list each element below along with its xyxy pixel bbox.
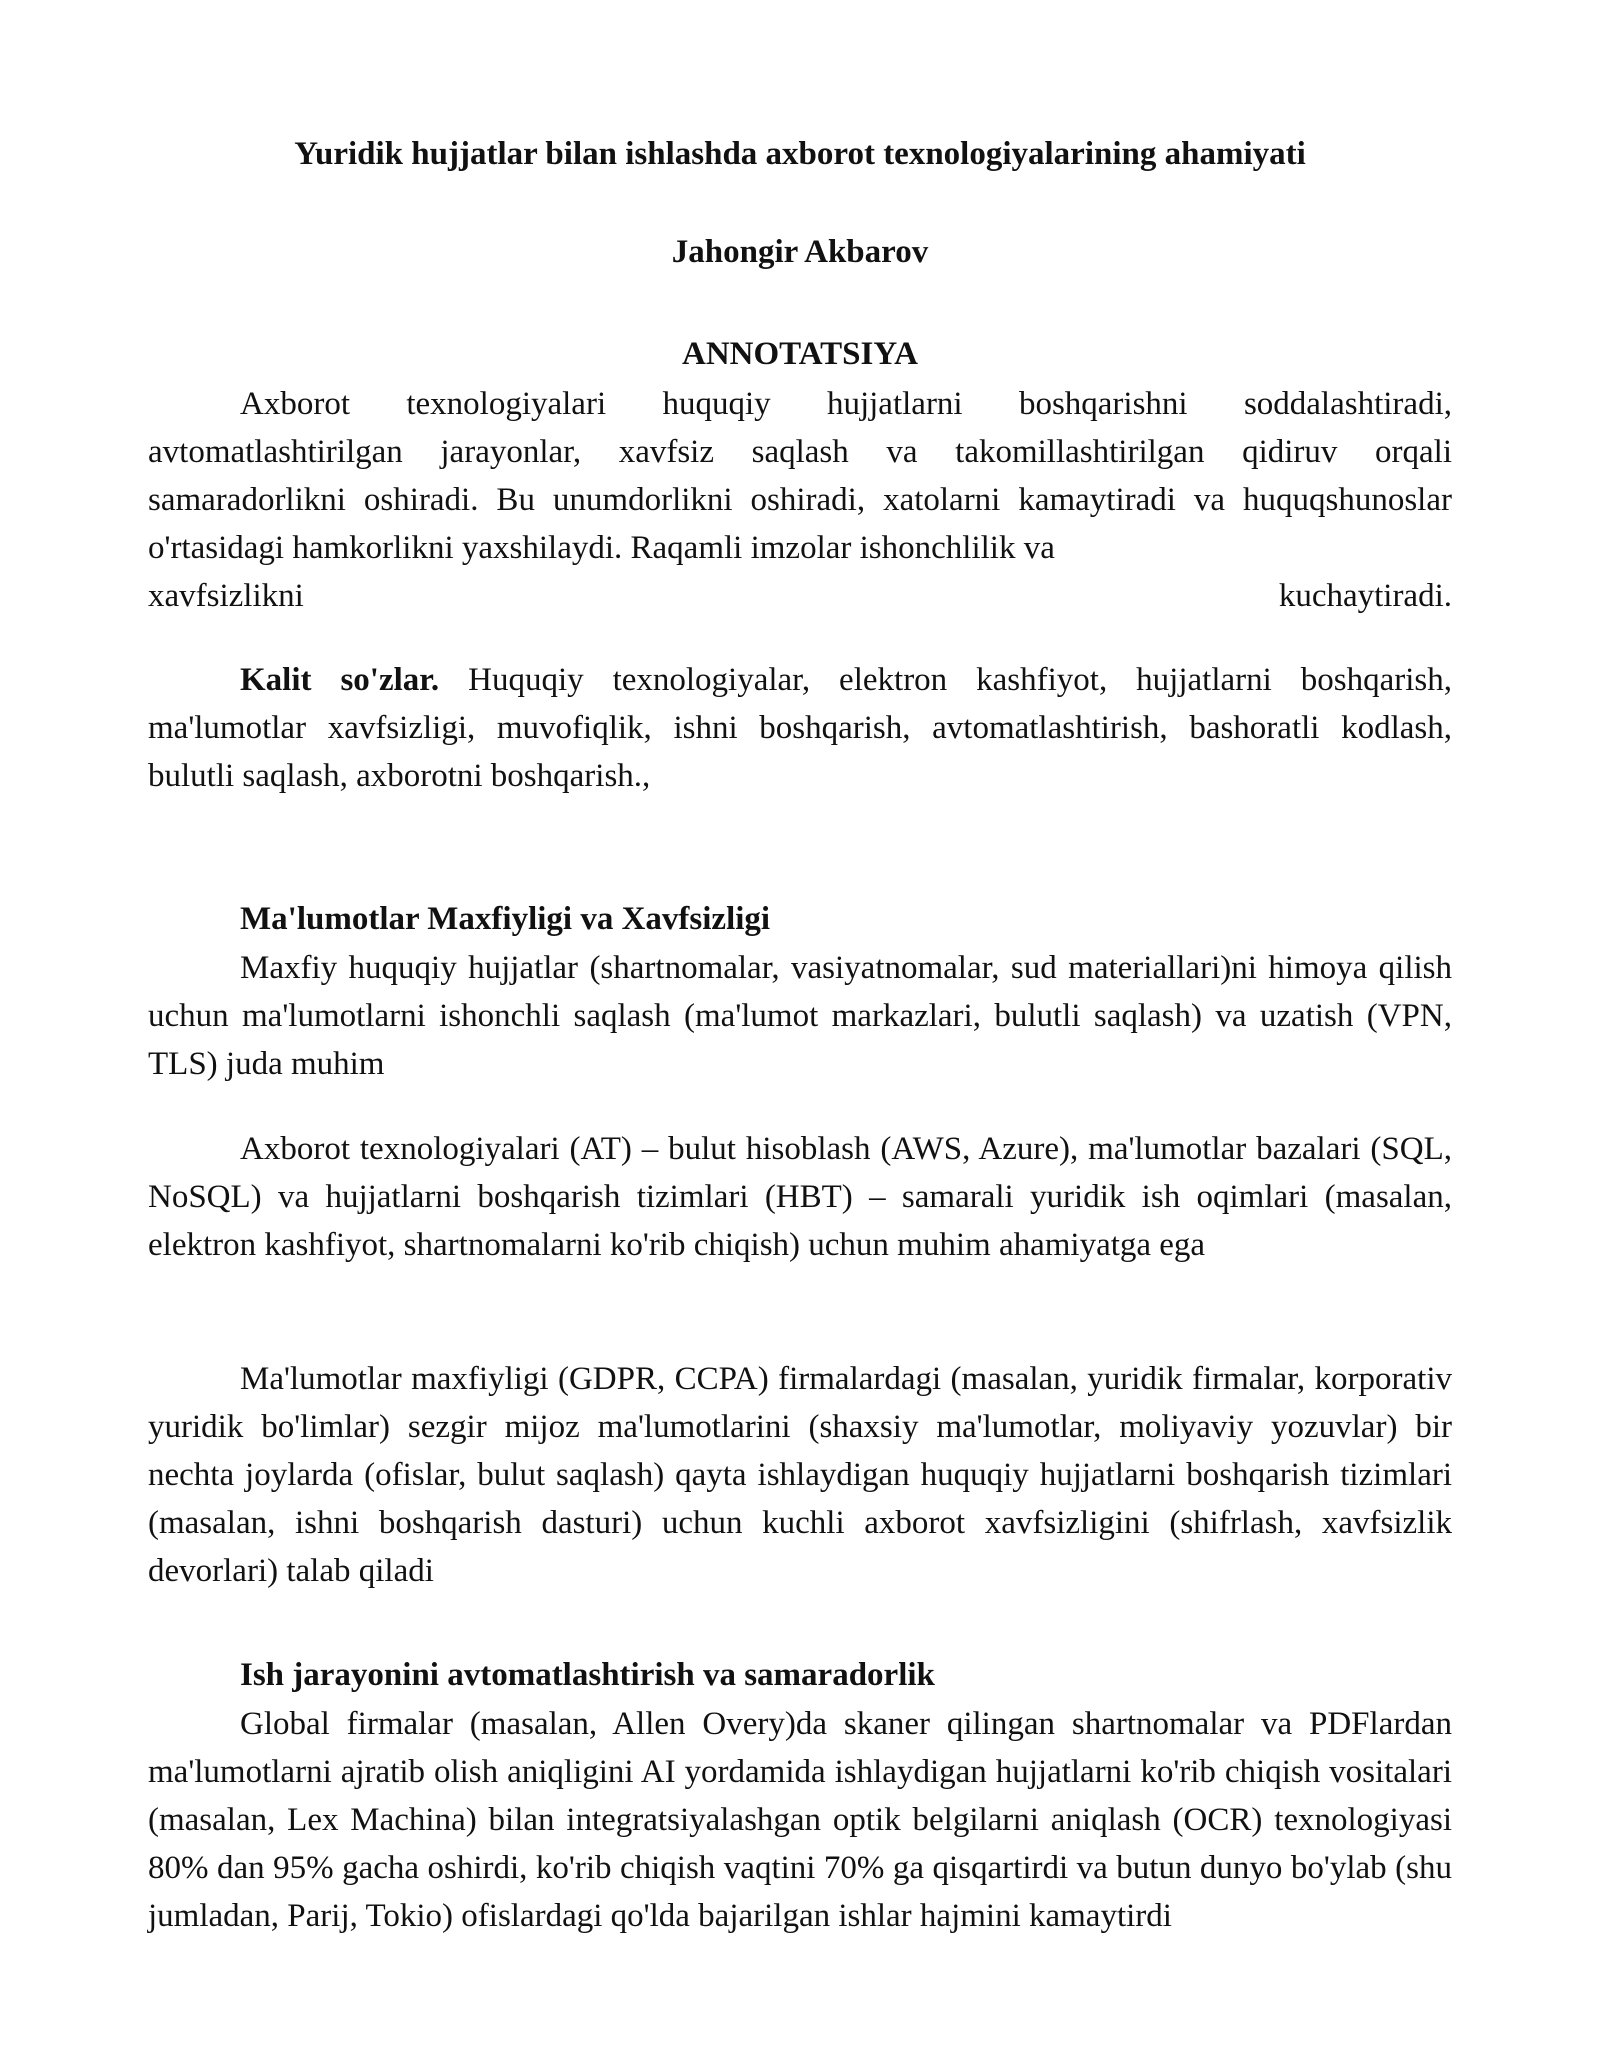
section1-paragraph-1: Maxfiy huquqiy hujjatlar (shartnomalar, vasiyatnomalar, sud materiallari)ni himoya qilish uchun ma'lumotlarni ishonchli saqlash (ma'lumot markazlari, bulutli saqlash) va uzatish (VPN, TLS) juda muhim xyxy=(148,950,1452,1082)
document-title: Yuridik hujjatlar bilan ishlashda axborot texnologiyalarining ahamiyati xyxy=(294,136,1306,172)
abstract-last-right: kuchaytiradi. xyxy=(1278,578,1452,614)
keywords-label: Kalit so'zlar. xyxy=(240,662,440,698)
keywords-text: Huquqiy texnologiyalar, elektron kashfiyot, hujjatlarni boshqarish, ma'lumotlar xavfsizligi, muvofiqlik, ishni boshqarish, avtomatlashtirish, bashoratli kodlash, bulutli saqlash, axborotni boshqarish., xyxy=(148,662,1452,794)
author-name: Jahongir Akbarov xyxy=(671,234,929,270)
section-heading-privacy: Ma'lumotlar Maxfiyligi va Xavfsizligi xyxy=(240,901,771,937)
section1-paragraph-3: Ma'lumotlar maxfiyligi (GDPR, CCPA) firmalardagi (masalan, yuridik firmalar, korporativ yuridik bo'limlar) sezgir mijoz ma'lumotlarini (shaxsiy ma'lumotlar, moliyaviy yozuvlar) bir nechta joylarda (ofislar, bulut saqlash) qayta ishlaydigan huquqiy hujjatlarni boshqarish tizimlari (masalan, ishni boshqarish dasturi) uchun kuchli axborot xavfsizligini (shifrlash, xavfsizlik devorlari) talab qiladi xyxy=(148,1361,1452,1589)
abstract-heading: ANNOTATSIYA xyxy=(682,336,918,372)
abstract-text: Axborot texnologiyalari huquqiy hujjatlarni boshqarishni soddalashtiradi, avtomatlashtirilgan jarayonlar, xavfsiz saqlash va takomillashtirilgan qidiruv orqali samaradorlikni oshiradi. Bu unumdorlikni oshiradi, xatolarni kamaytiradi va huquqshunoslar o'rtasidagi hamkorlikni yaxshilaydi. Raqamli imzolar ishonchlilik va xyxy=(148,386,1452,566)
section2-paragraph-1: Global firmalar (masalan, Allen Overy)da skaner qilingan shartnomalar va PDFlardan ma'lumotlarni ajratib olish aniqligini AI yordamida ishlaydigan hujjatlarni ko'rib chiqish vositalari (masalan, Lex Machina) bilan integratsiyalashgan optik belgilarni aniqlash (OCR) texnologiyasi 80% dan 95% gacha oshirdi, ko'rib chiqish vaqtini 70% ga qisqartirdi va butun dunyo bo'ylab (shu jumladan, Parij, Tokio) ofislardagi qo'lda bajarilgan ishlar hajmini kamaytirdi xyxy=(148,1706,1452,1934)
abstract-last-line xyxy=(148,572,1452,620)
section-heading-automation: Ish jarayonini avtomatlashtirish va samaradorlik xyxy=(240,1657,935,1693)
section1-paragraph-2: Axborot texnologiyalari (AT) – bulut hisoblash (AWS, Azure), ma'lumotlar bazalari (SQL, NoSQL) va hujjatlarni boshqarish tizimlari (HBT) – samarali yuridik ish oqimlari (masalan, elektron kashfiyot, shartnomalarni ko'rib chiqish) uchun muhim ahamiyatga ega xyxy=(148,1131,1452,1263)
abstract-last-left: xavfsizlikni xyxy=(148,578,304,614)
keywords-paragraph xyxy=(148,656,1452,800)
